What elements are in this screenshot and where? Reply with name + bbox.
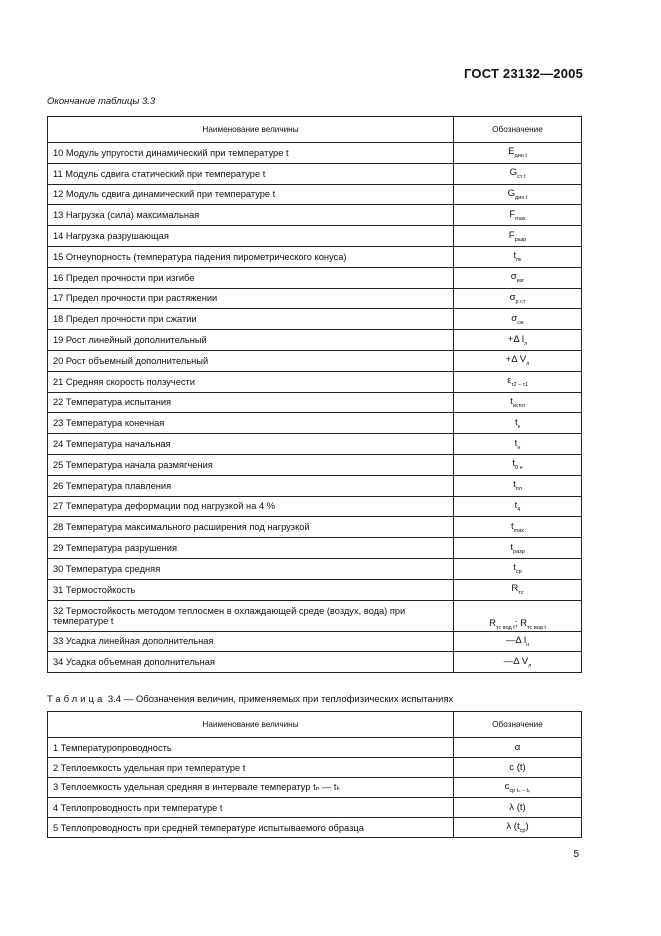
quantity-symbol [454,475,582,496]
symbol-subscript: тс вод t [496,624,515,631]
symbol-main: c (t) [509,762,526,773]
symbol-main: λ (t [506,821,520,832]
quantity-name: 3 Теплоемкость удельная средняя в интервале температур tₙ — tₖ [48,778,454,798]
table-row [48,758,582,778]
symbol-main: R [511,583,519,595]
table-row [48,631,582,652]
table-row [48,184,582,205]
quantity-name: 32 Термостойкость методом теплосмен в охлаждающей среде (воздух, вода) при температуре t [48,600,454,631]
quantity-name: 31 Термостойкость [48,579,454,600]
symbol-main-2: ; R [514,617,528,629]
quantity-name: 24 Температура начальная [48,434,454,455]
table-header-row [48,117,582,143]
symbol-subscript: ср tₙ – tₖ [509,788,531,794]
symbol-main: R [489,617,497,629]
quantity-name: 12 Модуль сдвига динамический при температуре t [48,184,454,205]
symbol-main: c [504,781,510,792]
symbol-main: σ [511,312,518,324]
symbol-subscript: л [526,361,530,368]
table-row [48,350,582,371]
symbol-main: t [510,395,513,407]
quantity-name: 16 Предел прочности при изгибе [48,267,454,288]
symbol-subscript: разр [514,236,527,243]
symbol-main: t [514,437,518,449]
table-3-4-caption-title: 3.4 — Обозначения величин, применяемых при теплофизических испытаниях [105,694,454,705]
quantity-name: 20 Рост объемный дополнительный [48,350,454,371]
table-row [48,434,582,455]
quantity-symbol [454,631,582,652]
quantity-symbol [454,778,582,798]
quantity-symbol [454,246,582,267]
symbol-main: t [514,416,518,428]
symbol-main: ε [507,375,512,387]
symbol-subscript: ср [519,828,526,834]
symbol-main: —Δ l [505,634,527,646]
quantity-symbol [454,143,582,164]
symbol-subscript: л [528,662,532,669]
symbol-main: E [508,146,515,158]
table-row [48,226,582,247]
quantity-name: 26 Температура плавления [48,475,454,496]
quantity-symbol [454,413,582,434]
quantity-name: 14 Нагрузка разрушающая [48,226,454,247]
symbol-subscript: ср [515,569,522,576]
symbol-main: G [509,167,518,179]
symbol-subscript: пк [516,257,522,264]
symbol-subscript: max [513,527,525,534]
table-row [48,496,582,517]
table-row [48,538,582,559]
table-3-4-caption [47,694,453,705]
table-3-4-caption-prefix: Таблица [47,694,106,705]
symbol-subscript: 4 [517,506,521,513]
column-header-symbol: Обозначение [454,712,582,738]
quantity-name: 25 Температура начала размягчения [48,454,454,475]
quantity-name: 34 Усадка объемная дополнительная [48,652,454,673]
quantity-name: 1 Температуропроводность [48,738,454,758]
symbol-main: t [513,250,517,262]
quantity-name: 27 Температура деформации под нагрузкой на 4 % [48,496,454,517]
quantity-name: 22 Температура испытания [48,392,454,413]
table-row [48,330,582,351]
standard-number: ГОСТ 23132—2005 [464,66,583,81]
symbol-main: t [514,499,518,511]
symbol-main: G [507,187,516,199]
quantity-symbol [454,330,582,351]
table-3-3 [47,116,582,673]
quantity-name: 19 Рост линейный дополнительный [48,330,454,351]
quantity-name: 28 Температура максимального расширения под нагрузкой [48,517,454,538]
table-row [48,818,582,838]
symbol-subscript: 0 н [515,465,523,472]
table-row [48,738,582,758]
symbol-main: F [508,229,515,241]
table-3-4 [47,711,582,838]
table-row [48,798,582,818]
quantity-symbol [454,454,582,475]
symbol-subscript: испл [512,402,525,409]
table-3-3-caption: Окончание таблицы 3.3 [47,96,156,107]
symbol-main: +Δ V [505,354,527,366]
table-row [48,579,582,600]
column-header-symbol: Обозначение [454,117,582,143]
symbol-subscript: изг [516,278,525,285]
quantity-name: 33 Усадка линейная дополнительная [48,631,454,652]
table-row [48,517,582,538]
quantity-name: 11 Модуль сдвига статический при температуре t [48,163,454,184]
symbol-tail: ) [525,821,529,832]
table-row [48,778,582,798]
quantity-name: 2 Теплоемкость удельная при температуре t [48,758,454,778]
symbol-main: t [513,562,516,574]
symbol-subscript-2: тс вод t [527,624,546,631]
table-row [48,652,582,673]
quantity-symbol [454,267,582,288]
table-row [48,392,582,413]
symbol-main: t [510,520,514,532]
column-header-name: Наименование величины [48,712,454,738]
quantity-name: 30 Температура средняя [48,558,454,579]
symbol-main: t [513,479,516,491]
symbol-main: t [510,541,514,553]
quantity-name: 18 Предел прочности при сжатии [48,309,454,330]
table-row [48,205,582,226]
symbol-subscript: тс [518,590,524,597]
symbol-main: t [512,458,516,470]
quantity-symbol [454,184,582,205]
symbol-subscript: к [517,423,521,430]
table-row [48,309,582,330]
symbol-subscript: л [524,340,528,347]
quantity-symbol [454,288,582,309]
quantity-symbol [454,226,582,247]
symbol-main: —Δ V [503,655,529,667]
quantity-symbol [454,652,582,673]
symbol-main: +Δ l [507,333,525,345]
symbol-subscript: max [515,215,526,222]
table-row [48,143,582,164]
quantity-name: 15 Огнеупорность (температура падения пирометрического конуса) [48,246,454,267]
quantity-name: 29 Температура разрушения [48,538,454,559]
quantity-symbol [454,392,582,413]
table-row [48,288,582,309]
symbol-subscript: н [526,641,530,648]
symbol-main: F [509,208,516,220]
symbol-subscript: разр [513,548,525,555]
symbol-subscript: τ2 – τ1 [511,382,528,389]
quantity-symbol [454,496,582,517]
table-row [48,371,582,392]
symbol-subscript: пл [515,486,522,493]
quantity-symbol [454,600,582,631]
quantity-name: 13 Нагрузка (сила) максимальная [48,205,454,226]
column-header-name: Наименование величины [48,117,454,143]
symbol-subscript: сж [517,319,524,326]
quantity-symbol [454,738,582,758]
symbol-main: σ [510,271,517,283]
table-row [48,454,582,475]
quantity-symbol [454,758,582,778]
symbol-main: σ [509,291,516,303]
quantity-symbol [454,558,582,579]
symbol-main: λ (t) [509,802,526,813]
quantity-symbol [454,309,582,330]
symbol-subscript: н [517,444,521,451]
quantity-symbol [454,538,582,559]
quantity-symbol [454,517,582,538]
symbol-subscript: дин t [515,194,528,201]
table-row [48,163,582,184]
quantity-name: 5 Теплопроводность при средней температуре испытываемого образца [48,818,454,838]
table-header-row [48,712,582,738]
table-row [48,246,582,267]
page-number: 5 [573,849,579,860]
quantity-name: 23 Температура конечная [48,413,454,434]
quantity-symbol [454,579,582,600]
quantity-symbol [454,163,582,184]
table-row [48,413,582,434]
quantity-symbol [454,434,582,455]
quantity-symbol [454,798,582,818]
quantity-symbol [454,350,582,371]
symbol-main: α [514,742,521,753]
symbol-subscript: дин t [514,153,527,160]
quantity-symbol [454,205,582,226]
table-row [48,558,582,579]
table-row [48,600,582,631]
quantity-name: 4 Теплопроводность при температуре t [48,798,454,818]
table-row [48,267,582,288]
quantity-name: 21 Средняя скорость ползучести [48,371,454,392]
quantity-symbol [454,818,582,838]
quantity-name: 10 Модуль упругости динамический при температуре t [48,143,454,164]
symbol-subscript: ст t [517,174,526,181]
symbol-subscript: р ст [515,298,526,305]
quantity-name: 17 Предел прочности при растяжении [48,288,454,309]
table-row [48,475,582,496]
quantity-symbol [454,371,582,392]
